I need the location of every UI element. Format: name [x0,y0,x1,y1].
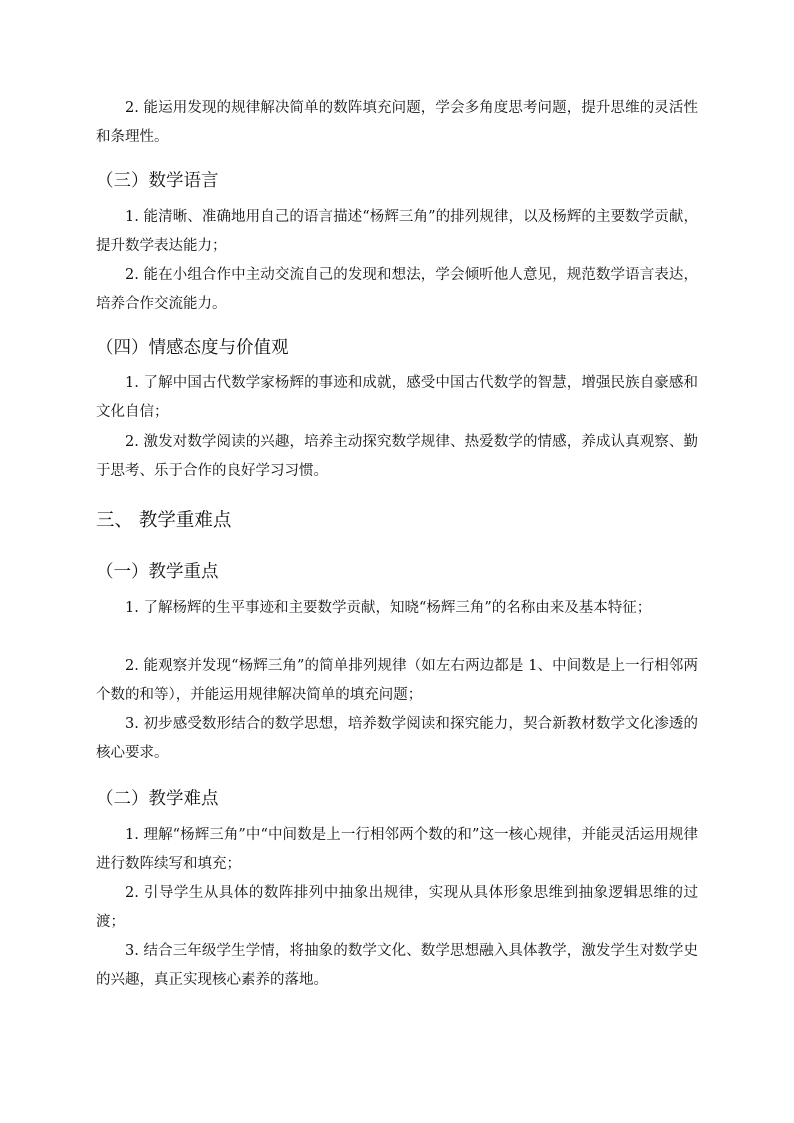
paragraph-difficult-1: 1. 理解“杨辉三角”中“中间数是上一行相邻两个数的和”这一核心规律，并能灵活运用规律进行数阵续写和填充； [96,827,698,872]
paragraph-key-2: 2. 能观察并发现“杨辉三角”的简单排列规律（如左右两边都是 1、中间数是上一行相邻两个数的和等），并能运用规律解决简单的填充问题； [96,658,698,703]
paragraph-attitude-1: 1. 了解中国古代数学家杨辉的事迹和成就，感受中国古代数学的智慧，增强民族自豪感和文化自信； [96,375,698,420]
heading-math-language: （三）数学语言 [96,171,219,191]
heading-key-difficult-points: 三、 教学重难点 [96,510,232,531]
paragraph-language-2: 2. 能在小组合作中主动交流自己的发现和想法，学会倾听他人意见，规范数学语言表达，培养合作交流能力。 [96,267,698,312]
heading-difficult-points: （二）教学难点 [96,789,219,809]
paragraph-difficult-3: 3. 结合三年级学生学情，将抽象的数学文化、数学思想融入具体教学，激发学生对数学史的兴趣，真正实现核心素养的落地。 [96,943,698,988]
paragraph-thinking-2: 2. 能运用发现的规律解决简单的数阵填充问题，学会多角度思考问题，提升思维的灵活性和条理性。 [96,100,698,145]
heading-key-points: （一）教学重点 [96,562,219,582]
paragraph-language-1: 1. 能清晰、准确地用自己的语言描述“杨辉三角”的排列规律，以及杨辉的主要数学贡献，提升数学表达能力； [96,209,698,254]
paragraph-key-1: 1. 了解杨辉的生平事迹和主要数学贡献，知晓“杨辉三角”的名称由来及基本特征； [125,600,652,616]
paragraph-key-3: 3. 初步感受数形结合的数学思想，培养数学阅读和探究能力，契合新教材数学文化渗透的核心要求。 [96,716,698,761]
heading-attitude-values: （四）情感态度与价值观 [96,338,289,358]
paragraph-difficult-2: 2. 引导学生从具体的数阵排列中抽象出规律，实现从具体形象思维到抽象逻辑思维的过渡； [96,885,698,930]
paragraph-attitude-2: 2. 激发对数学阅读的兴趣，培养主动探究数学规律、热爱数学的情感，养成认真观察、勤于思考、乐于合作的良好学习习惯。 [96,434,698,479]
